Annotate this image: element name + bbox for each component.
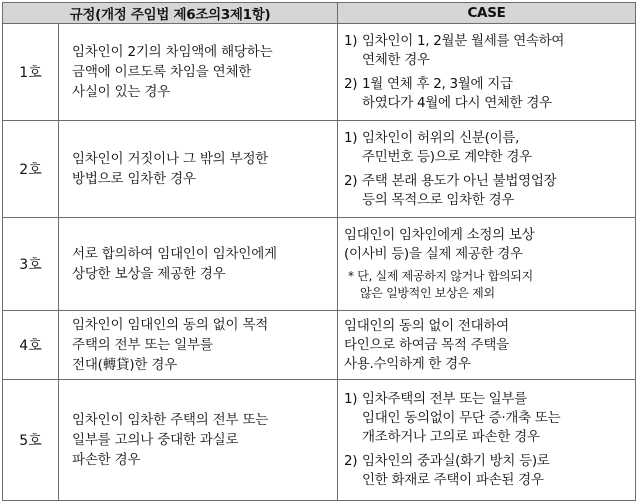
header-case: CASE	[338, 3, 636, 24]
table-row	[3, 311, 636, 380]
case-item: 1) 임차인이 1, 2월분 월세를 연속하여 연체한 경우	[344, 32, 565, 68]
rule-text: 서로 합의하여 임대인이 임차인에게 상당한 보상을 제공한 경우	[59, 218, 338, 311]
clause-number: 4호	[3, 311, 59, 380]
table-row	[3, 24, 636, 121]
case-text	[338, 24, 636, 121]
case-item: 2) 1월 연체 후 2, 3월에 지급 하였다가 4월에 다시 연체한 경우	[344, 75, 552, 111]
clause-number: 3호	[3, 218, 59, 311]
header-row	[3, 3, 636, 24]
case-text	[338, 121, 636, 218]
case-item: 1) 임차주택의 전부 또는 일부를 임대인 동의없이 무단 증·개축 또는 개조하거나 고의로 파손한 경우	[344, 391, 561, 445]
table-row	[3, 218, 636, 311]
header-rule: 규정(개정 주임법 제6조의3제1항)	[3, 3, 338, 24]
case-text: 임대인의 동의 없이 전대하여 타인으로 하여금 목적 주택을 사용.수익하게 한 경우	[338, 311, 636, 380]
case-item: 1) 임차인이 허위의 신분(이름, 주민번호 등)으로 계약한 경우	[344, 129, 532, 165]
clause-number: 1호	[3, 24, 59, 121]
table-row	[3, 121, 636, 218]
eviction-rules-table	[2, 2, 636, 501]
table-row	[3, 380, 636, 501]
clause-number: 2호	[3, 121, 59, 218]
rule-text: 임차인이 임차한 주택의 전부 또는 일부를 고의나 중대한 과실로 파손한 경우	[59, 380, 338, 501]
rule-text: 임차인이 2기의 차임액에 해당하는 금액에 이르도록 차임을 연체한 사실이 있는 경우	[59, 24, 338, 121]
rule-text: 임차인이 거짓이나 그 밖의 부정한 방법으로 임차한 경우	[59, 121, 338, 218]
case-text: 임대인이 임차인에게 소정의 보상 (이사비 등)을 실제 제공한 경우 * 단, 실제 제공하지 않거나 합의되지 않은 일방적인 보상은 제외	[338, 218, 636, 311]
case-item: 2) 주택 본래 용도가 아닌 불법영업장 등의 목적으로 임차한 경우	[344, 172, 557, 208]
case-text	[338, 380, 636, 501]
case-item: 2) 임차인의 중과실(화기 방치 등)로 인한 화재로 주택이 파손된 경우	[344, 453, 550, 488]
clause-number: 5호	[3, 380, 59, 501]
case-note: * 단, 실제 제공하지 않거나 합의되지 않은 일방적인 보상은 제외	[348, 269, 533, 300]
rule-text: 임차인이 임대인의 동의 없이 목적 주택의 전부 또는 일부를 전대(轉貸)한 경우	[59, 311, 338, 380]
